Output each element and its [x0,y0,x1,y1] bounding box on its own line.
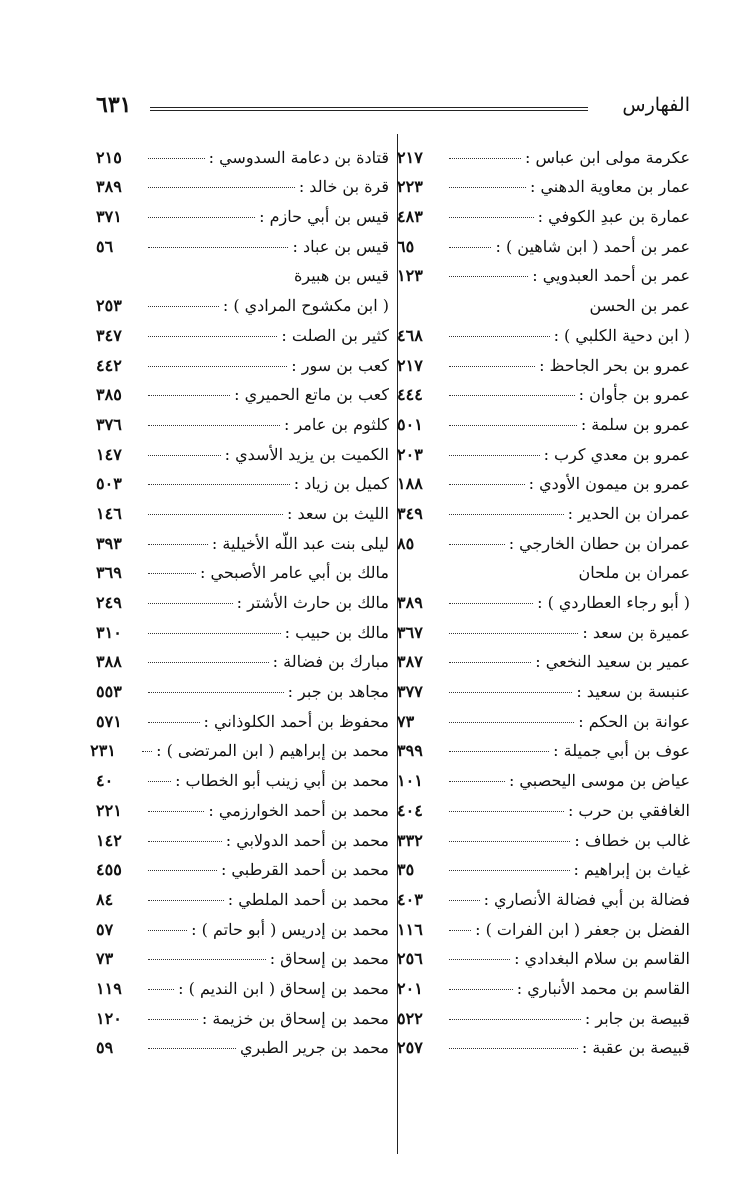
entry-name: الفضل بن جعفر ( ابن الفرات ) : [475,919,690,939]
dot-leader [148,306,219,307]
entry-name: قبيصة بن جابر : [584,1008,690,1028]
entry-name: عياض بن موسى اليحصبي : [508,771,690,791]
entry-name: عمر بن الحسن [589,296,690,316]
entry-name: كلثوم بن عامر : [283,414,389,434]
index-entry [397,256,690,286]
entry-page-number: ٣٨٥ [96,385,122,405]
entry-page-number: ٣٧١ [96,207,122,227]
dot-leader [449,366,535,367]
entry-name: عكرمة مولى ابن عباس : [525,147,690,167]
dot-leader [449,930,471,931]
entry-page-number: ١٤٧ [96,444,122,464]
index-entry [397,582,690,612]
dot-leader [148,573,196,574]
entry-page-number: ٣٣٢ [397,830,423,850]
index-entry [96,939,389,969]
entry-name: قتادة بن دعامة السدوسي : [208,147,389,167]
entry-page-number: ٣١٠ [96,622,122,642]
index-entry [397,285,690,315]
index-entry [397,464,690,494]
index-entry [96,909,389,939]
entry-name: كميل بن زياد : [293,474,389,494]
index-entry [397,523,690,553]
dot-leader [449,455,540,456]
dot-leader [449,662,531,663]
entry-page-number: ٣٦٧ [397,622,423,642]
entry-name: محمد بن أبي زينب أبو الخطاب : [175,771,389,791]
entry-name: محمد بن إدريس ( أبو حاتم ) : [191,919,389,939]
dot-leader [449,484,525,485]
entry-name: الكميت بن يزيد الأسدي : [224,444,389,464]
index-entry [397,1028,690,1058]
entry-name: مالك بن حبيب : [284,622,389,642]
dot-leader [148,662,269,663]
entry-name: قيس بن أبي حازم : [259,207,389,227]
entry-name: عنبسة بن سعيد : [576,682,690,702]
entry-page-number: ٤٨٣ [397,207,423,227]
index-entry [96,315,389,345]
entry-page-number: ١١٩ [96,978,122,998]
dot-leader [148,841,222,842]
entry-page-number: ٣٨٧ [397,652,423,672]
entry-page-number: ٣٩٩ [397,741,423,761]
dot-leader [449,425,577,426]
dot-leader [449,900,480,901]
dot-leader [449,692,572,693]
dot-leader [449,870,570,871]
entry-page-number: ٢٠٣ [397,444,423,464]
entry-page-number: ٤٠٤ [397,800,423,820]
entry-name: فضالة بن أبي فضالة الأنصاري : [483,889,690,909]
entry-page-number: ١٤٢ [96,830,122,850]
entry-name: كعب بن ماتع الحميري : [234,385,389,405]
entry-page-number: ٥٠١ [397,414,423,434]
dot-leader [449,811,564,812]
index-entry [96,167,389,197]
index-entry [96,553,389,583]
dot-leader [449,158,521,159]
entry-page-number: ٧٣ [96,949,114,969]
entry-name: مالك بن حارث الأشتر : [236,593,389,612]
entry-page-number: ٤٦٨ [397,325,423,345]
entry-name: مجاهد بن جبر : [287,682,389,702]
index-entry [96,1028,389,1058]
entry-page-number: ٥٧ [96,919,114,939]
entry-name: الغافقي بن حرب : [567,800,690,820]
index-entry [96,523,389,553]
index-entry [397,760,690,790]
entry-page-number: ٣٨٩ [397,593,423,612]
index-entry [96,404,389,434]
index-entry [96,434,389,464]
entry-page-number: ٣٧٦ [96,414,122,434]
index-entry [96,256,389,286]
entry-name: قيس بن هبيرة [294,266,389,286]
entry-page-number: ١٤٦ [96,503,122,523]
entry-page-number: ٥٢٢ [397,1008,423,1028]
index-page [90,92,690,1058]
entry-name: قبيصة بن عقبة : [581,1038,690,1058]
entry-page-number: ٣٧٧ [397,682,423,702]
dot-leader [449,187,526,188]
dot-leader [148,158,205,159]
entry-name: عمران بن الحدير : [567,503,690,523]
index-entry [397,909,690,939]
entry-page-number: ٤٥٥ [96,860,122,880]
right-column [397,137,690,1057]
index-entry [96,760,389,790]
entry-name: عوف بن أبي جميلة : [553,741,690,761]
index-entry [397,375,690,405]
entry-name: محفوظ بن أحمد الكلوذاني : [203,711,389,731]
entry-page-number: ٤٤٤ [397,385,423,405]
entry-name: مالك بن أبي عامر الأصبحي : [200,563,389,583]
entry-name: عميرة بن سعد : [582,622,690,642]
entry-page-number: ٤٤٢ [96,355,122,375]
index-entry [96,375,389,405]
entry-name: عمرو بن معدي كرب : [543,444,690,464]
index-entry [96,701,389,731]
index-entry [397,701,690,731]
dot-leader [148,1048,236,1049]
dot-leader [449,959,510,960]
entry-name: قرة بن خالد : [298,177,389,197]
entry-name: محمد بن إسحاق بن خزيمة : [201,1008,389,1028]
dot-leader [148,930,187,931]
dot-leader [148,336,277,337]
dot-leader [449,514,564,515]
index-entry [397,968,690,998]
dot-leader [148,781,171,782]
dot-leader [148,514,283,515]
index-entry [96,137,389,167]
entry-name: محمد بن إبراهيم ( ابن المرتضى ) : [156,741,389,761]
entry-name: عمر بن أحمد ( ابن شاهين ) : [495,236,690,256]
entry-name: غالب بن خطاف : [574,830,690,850]
dot-leader [148,366,287,367]
dot-leader [148,247,288,248]
entry-page-number: ٣٨٩ [96,177,122,197]
dot-leader [148,455,221,456]
dot-leader [449,751,549,752]
dot-leader [148,900,224,901]
entry-name: عمار بن معاوية الدهني : [529,177,690,197]
entry-page-number: ٢٥٦ [397,949,423,969]
dot-leader [148,1019,198,1020]
entry-name: ( أبو رجاء العطاردي ) : [537,593,690,612]
dot-leader [449,395,575,396]
dot-leader [148,811,204,812]
entry-name: مبارك بن فضالة : [272,652,389,672]
index-entry [397,404,690,434]
entry-page-number: ١٢٣ [397,266,423,286]
dot-leader [148,633,281,634]
dot-leader [148,959,266,960]
index-entry [397,790,690,820]
dot-leader [449,633,578,634]
page-header [96,92,690,122]
dot-leader [449,276,528,277]
entry-page-number: ٥٦ [96,236,114,256]
entry-page-number: ٨٥ [397,533,415,553]
entry-name: قيس بن عباد : [292,236,389,256]
index-entry [96,671,389,701]
index-entry [397,939,690,969]
index-entry [96,582,389,612]
dot-leader [148,544,208,545]
index-entry [397,137,690,167]
entry-page-number: ٤٠٣ [397,889,423,909]
entry-name: عوانة بن الحكم : [578,711,690,731]
index-entry [397,879,690,909]
index-entry [96,345,389,375]
entry-name: عمرو بن ميمون الأودي : [528,474,690,494]
dot-leader [148,395,230,396]
dot-leader [449,603,533,604]
entry-page-number: ٢١٧ [397,147,423,167]
entry-name: محمد بن أحمد الملطي : [227,889,389,909]
index-entry [397,612,690,642]
index-entry [397,345,690,375]
entry-name: كثير بن الصلت : [281,325,389,345]
index-entry [96,196,389,226]
dot-leader [142,751,152,752]
entry-page-number: ٥٠٣ [96,474,122,494]
entry-page-number: ١٨٨ [397,474,423,494]
entry-page-number: ٣٥ [397,860,415,880]
entry-page-number: ٢٥٣ [96,296,122,316]
index-entry [397,226,690,256]
entry-page-number: ٣٩٣ [96,533,122,553]
index-entry [96,790,389,820]
entry-name: القاسم بن سلام البغدادي : [514,949,690,969]
index-entry [397,196,690,226]
index-entry [96,879,389,909]
index-entry [96,820,389,850]
index-entry [397,820,690,850]
page-number: ٦٣١ [96,92,132,118]
left-column [90,137,389,1058]
entry-name: محمد بن إسحاق ( ابن النديم ) : [178,978,389,998]
index-entry [96,493,389,523]
index-entry [96,998,389,1028]
dot-leader [148,425,280,426]
entry-name: محمد بن إسحاق : [269,949,389,969]
entry-name: عمرو بن سلمة : [580,414,690,434]
entry-page-number: ٢٠١ [397,978,423,998]
entry-page-number: ٢١٥ [96,147,122,167]
dot-leader [449,722,574,723]
index-entry [96,968,389,998]
entry-name: عمارة بن عبدِ الكوفي : [537,207,690,227]
entry-name: محمد بن أحمد الخوارزمي : [208,800,389,820]
entry-page-number: ٢٣١ [90,741,116,761]
dot-leader [449,781,505,782]
entry-name: القاسم بن محمد الأنباري : [516,978,690,998]
entry-page-number: ١١٦ [397,919,423,939]
dot-leader [148,217,255,218]
entry-name: عمر بن أحمد العبدويي : [532,266,690,286]
entry-name: ليلى بنت عبد اللّه الأخيلية : [211,533,389,553]
entry-page-number: ٨٤ [96,889,114,909]
index-entry [397,167,690,197]
index-entry [90,731,389,761]
entry-name: غياث بن إبراهيم : [573,860,690,880]
dot-leader [449,247,491,248]
index-entry [397,493,690,523]
index-entry [397,731,690,761]
entry-page-number: ٧٣ [397,711,415,731]
entry-name: الليث بن سعد : [287,503,389,523]
entry-page-number: ٢٢٣ [397,177,423,197]
index-entry [96,850,389,880]
dot-leader [449,841,570,842]
dot-leader [449,989,513,990]
index-entry [96,285,389,315]
entry-page-number: ٣٨٨ [96,652,122,672]
entry-name: عمران بن ملحان [578,563,690,583]
index-entry [96,612,389,642]
entry-name: كعب بن سور : [291,355,389,375]
index-entry [96,226,389,256]
entry-page-number: ٢٤٩ [96,593,122,612]
entry-page-number: ٦٥ [397,236,415,256]
entry-page-number: ١٢٠ [96,1008,122,1028]
entry-page-number: ٤٠ [96,771,114,791]
index-entry [397,671,690,701]
dot-leader [148,484,290,485]
entry-name: عمير بن سعيد النخعي : [535,652,690,672]
entry-name: ( ابن دحية الكلبي ) : [553,325,690,345]
dot-leader [148,870,217,871]
entry-page-number: ٣٤٧ [96,325,122,345]
dot-leader [148,989,174,990]
index-entry [397,553,690,583]
index-entry [397,850,690,880]
index-entry [397,434,690,464]
entry-name: محمد بن أحمد القرطبي : [220,860,389,880]
entry-page-number: ٢٢١ [96,800,122,820]
entry-page-number: ٣٦٩ [96,563,122,583]
dot-leader [148,603,233,604]
entry-page-number: ٢١٧ [397,355,423,375]
entry-page-number: ٢٥٧ [397,1038,423,1058]
dot-leader [148,187,295,188]
entry-page-number: ١٠١ [397,771,423,791]
header-rule [150,107,588,111]
entry-name: ( ابن مكشوح المرادي ) : [222,296,389,316]
index-entry [96,642,389,672]
dot-leader [148,692,284,693]
entry-page-number: ٥٩ [96,1038,114,1058]
index-entry [397,315,690,345]
index-entry [96,464,389,494]
dot-leader [449,217,534,218]
entry-page-number: ٣٤٩ [397,503,423,523]
entry-page-number: ٥٧١ [96,711,122,731]
entry-name: عمران بن حطان الخارجي : [508,533,690,553]
index-entry [397,998,690,1028]
dot-leader [449,336,550,337]
entry-name: محمد بن جرير الطبري [239,1038,389,1058]
dot-leader [148,722,200,723]
index-entry [397,642,690,672]
dot-leader [449,544,505,545]
entry-name: محمد بن أحمد الدولابي : [225,830,389,850]
running-title: الفهارس [622,94,690,116]
entry-page-number: ٥٥٣ [96,682,122,702]
dot-leader [449,1048,578,1049]
dot-leader [449,1019,581,1020]
entry-name: عمرو بن جأوان : [578,385,690,405]
entry-name: عمرو بن بحر الجاحظ : [539,355,690,375]
